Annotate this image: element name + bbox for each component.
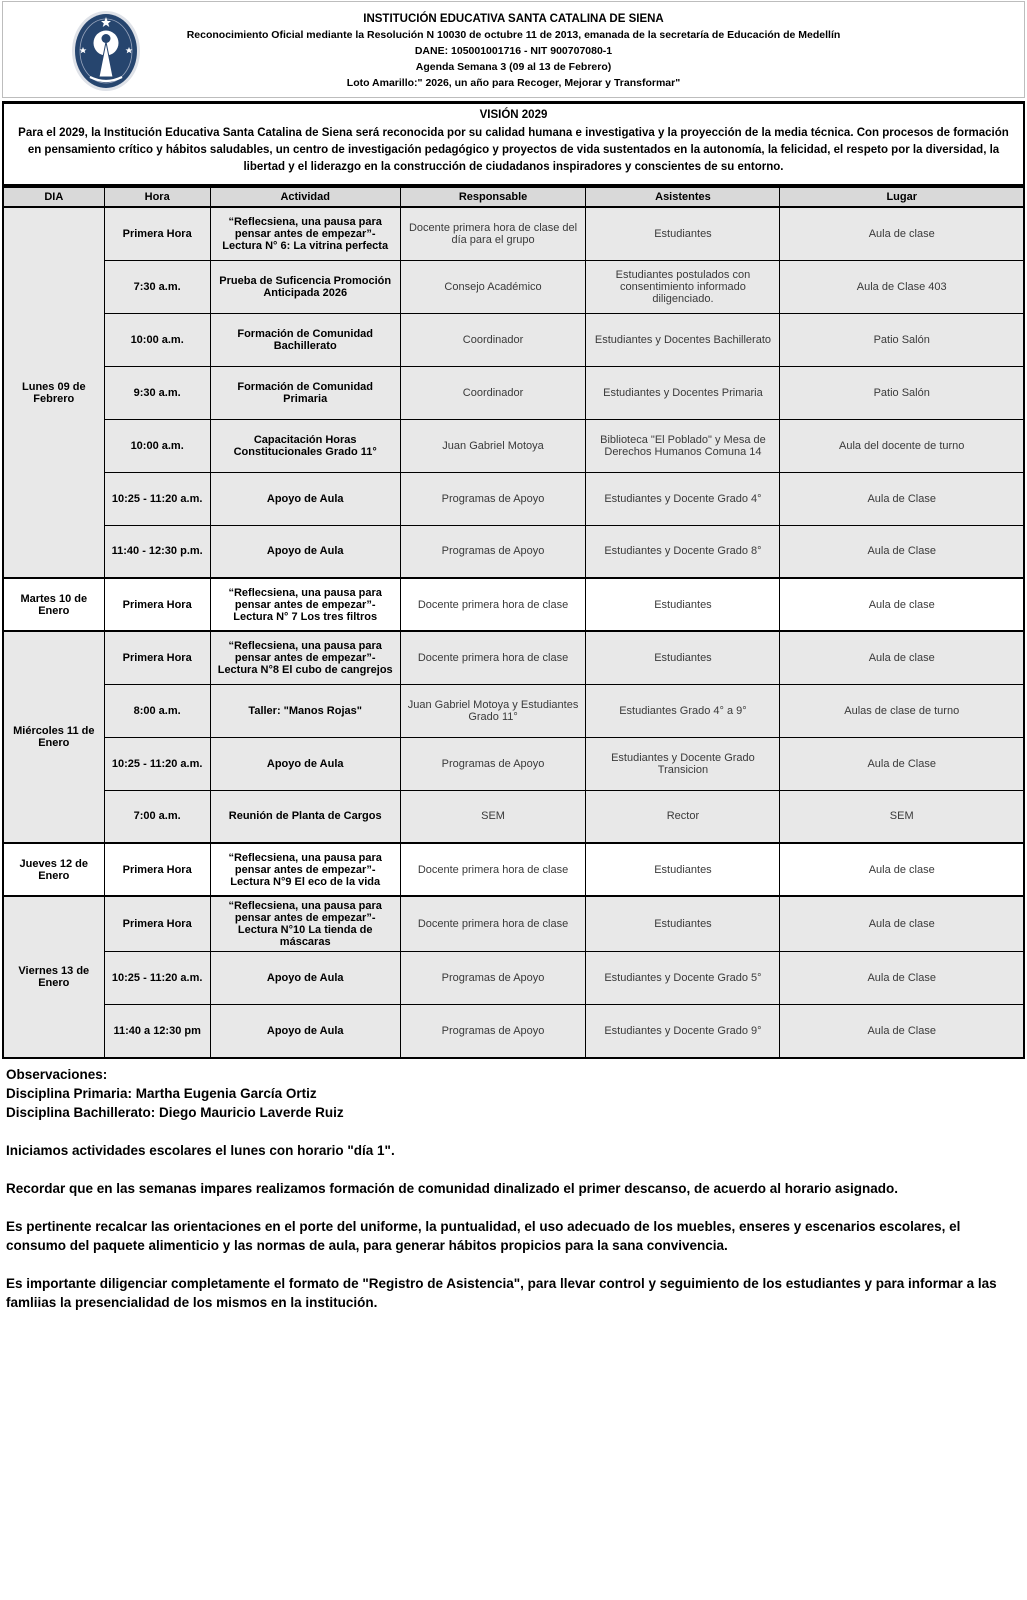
schedule-row: [3, 952, 1024, 1005]
schedule-table: [2, 186, 1025, 1059]
actividad-cell: “Reflecsiena, una pausa para pensar antes de empezar”- Lectura N°10 La tienda de máscaras: [210, 896, 400, 952]
actividad-cell: “Reflecsiena, una pausa para pensar antes de empezar”- Lectura N° 7 Los tres filtros: [210, 578, 400, 631]
asistentes-cell: Estudiantes y Docente Grado 4°: [586, 472, 780, 525]
lugar-cell: SEM: [780, 790, 1024, 843]
responsable-cell: Docente primera hora de clase: [400, 578, 586, 631]
actividad-cell: Apoyo de Aula: [210, 472, 400, 525]
lugar-cell: Aula de Clase: [780, 952, 1024, 1005]
schedule-row: [3, 525, 1024, 578]
vision-box: [2, 101, 1025, 186]
asistentes-cell: Estudiantes: [586, 578, 780, 631]
column-header-row: [3, 187, 1024, 207]
schedule-row: [3, 366, 1024, 419]
column-header-actividad: Actividad: [210, 187, 400, 207]
observations-paragraphs: [6, 1141, 1021, 1312]
asistentes-cell: Estudiantes y Docente Grado 5°: [586, 952, 780, 1005]
lugar-cell: Aula de clase: [780, 896, 1024, 952]
actividad-cell: “Reflecsiena, una pausa para pensar antes de empezar”- Lectura N°8 El cubo de cangrejos: [210, 631, 400, 684]
hora-cell: 8:00 a.m.: [104, 684, 210, 737]
hora-cell: Primera Hora: [104, 578, 210, 631]
asistentes-cell: Rector: [586, 790, 780, 843]
hora-cell: 10:25 - 11:20 a.m.: [104, 737, 210, 790]
asistentes-cell: Estudiantes y Docentes Primaria: [586, 366, 780, 419]
observations-title: Observaciones:: [6, 1066, 108, 1082]
responsable-cell: Docente primera hora de clase: [400, 843, 586, 896]
observations: [2, 1059, 1025, 1312]
day-cell: Jueves 12 de Enero: [3, 843, 104, 896]
lugar-cell: Aula de Clase: [780, 472, 1024, 525]
actividad-cell: Apoyo de Aula: [210, 952, 400, 1005]
day-cell: Viernes 13 de Enero: [3, 896, 104, 1058]
discipline-primary: Disciplina Primaria: Martha Eugenia García Ortiz: [6, 1085, 317, 1101]
column-header-dia: DIA: [3, 187, 104, 207]
actividad-cell: Reunión de Planta de Cargos: [210, 790, 400, 843]
vision-title: VISIÓN 2029: [479, 109, 548, 121]
schedule-row: [3, 896, 1024, 952]
asistentes-cell: Estudiantes: [586, 207, 780, 260]
column-header-responsable: Responsable: [400, 187, 586, 207]
responsable-cell: Programas de Apoyo: [400, 472, 586, 525]
lugar-cell: Aula de Clase: [780, 1005, 1024, 1058]
schedule-row: [3, 578, 1024, 631]
schedule-body: [3, 207, 1024, 1058]
schedule-row: [3, 790, 1024, 843]
responsable-cell: Juan Gabriel Motoya y Estudiantes Grado 11°: [400, 684, 586, 737]
responsable-cell: Coordinador: [400, 313, 586, 366]
school-recognition: Reconocimiento Oficial mediante la Resolución N 10030 de octubre 11 de 2013, emanada de la secretaría de Educación de Medellín: [186, 29, 841, 41]
letterhead: [2, 1, 1025, 98]
schedule-row: [3, 1005, 1024, 1058]
observation-paragraph: Es importante diligenciar completamente el formato de "Registro de Asistencia", para llevar control y seguimiento de los estudiantes y para informar a las famliias la presencialidad de los mismos en la institución.: [6, 1275, 997, 1310]
actividad-cell: Apoyo de Aula: [210, 737, 400, 790]
hora-cell: 10:25 - 11:20 a.m.: [104, 472, 210, 525]
lugar-cell: Aulas de clase de turno: [780, 684, 1024, 737]
asistentes-cell: Estudiantes postulados con consentimiento informado diligenciado.: [586, 260, 780, 313]
schedule-row: [3, 313, 1024, 366]
hora-cell: 10:25 - 11:20 a.m.: [104, 952, 210, 1005]
lugar-cell: Aula de clase: [780, 207, 1024, 260]
asistentes-cell: Estudiantes y Docentes Bachillerato: [586, 313, 780, 366]
vision-text: Para el 2029, la Institución Educativa Santa Catalina de Siena será reconocida por su calidad humana e investigativa y la proyección de la media técnica. Con procesos de formación en pensamiento crítico y hábitos saludables, un centro de investigación pedagógico y proyectos de vida sustentados en la autonomía, la felicidad, el respeto por la diversidad, la libertad y el liderazgo en la construcción de ciudadanos inspiradores y conscientes de su entorno.: [18, 127, 1009, 173]
hora-cell: 11:40 a 12:30 pm: [104, 1005, 210, 1058]
school-seal-icon: [65, 9, 147, 93]
agenda-week: Agenda Semana 3 (09 al 13 de Febrero): [415, 61, 612, 73]
lugar-cell: Patio Salón: [780, 366, 1024, 419]
hora-cell: 10:00 a.m.: [104, 313, 210, 366]
schedule-row: [3, 737, 1024, 790]
responsable-cell: SEM: [400, 790, 586, 843]
actividad-cell: Apoyo de Aula: [210, 1005, 400, 1058]
school-logo: [65, 9, 147, 93]
actividad-cell: Formación de Comunidad Bachillerato: [210, 313, 400, 366]
responsable-cell: Consejo Académico: [400, 260, 586, 313]
lugar-cell: Aula de clase: [780, 578, 1024, 631]
hora-cell: 7:00 a.m.: [104, 790, 210, 843]
observation-paragraph: Iniciamos actividades escolares el lunes con horario "día 1".: [6, 1142, 395, 1158]
asistentes-cell: Estudiantes y Docente Grado Transicion: [586, 737, 780, 790]
hora-cell: Primera Hora: [104, 207, 210, 260]
hora-cell: 7:30 a.m.: [104, 260, 210, 313]
actividad-cell: Apoyo de Aula: [210, 525, 400, 578]
responsable-cell: Programas de Apoyo: [400, 952, 586, 1005]
responsable-cell: Coordinador: [400, 366, 586, 419]
actividad-cell: Formación de Comunidad Primaria: [210, 366, 400, 419]
hora-cell: Primera Hora: [104, 843, 210, 896]
lugar-cell: Aula de Clase: [780, 737, 1024, 790]
responsable-cell: Programas de Apoyo: [400, 1005, 586, 1058]
asistentes-cell: Estudiantes y Docente Grado 9°: [586, 1005, 780, 1058]
schedule-row: [3, 684, 1024, 737]
actividad-cell: “Reflecsiena, una pausa para pensar antes de empezar”- Lectura N° 6: La vitrina perfecta: [210, 207, 400, 260]
asistentes-cell: Estudiantes: [586, 843, 780, 896]
column-header-lugar: Lugar: [780, 187, 1024, 207]
schedule-row: [3, 843, 1024, 896]
responsable-cell: Docente primera hora de clase: [400, 631, 586, 684]
asistentes-cell: Estudiantes: [586, 631, 780, 684]
lugar-cell: Aula de Clase: [780, 525, 1024, 578]
observation-paragraph: Recordar que en las semanas impares realizamos formación de comunidad dinalizado el primer descanso, de acuerdo al horario asignado.: [6, 1180, 899, 1196]
asistentes-cell: Estudiantes Grado 4° a 9°: [586, 684, 780, 737]
actividad-cell: Taller: "Manos Rojas": [210, 684, 400, 737]
schedule-row: [3, 631, 1024, 684]
lugar-cell: Aula del docente de turno: [780, 419, 1024, 472]
discipline-secondary: Disciplina Bachillerato: Diego Mauricio Laverde Ruiz: [6, 1104, 344, 1120]
column-header-asistentes: Asistentes: [586, 187, 780, 207]
school-name: INSTITUCIÓN EDUCATIVA SANTA CATALINA DE SIENA: [363, 13, 664, 25]
responsable-cell: Juan Gabriel Motoya: [400, 419, 586, 472]
asistentes-cell: Estudiantes y Docente Grado 8°: [586, 525, 780, 578]
schedule-row: [3, 419, 1024, 472]
schedule-row: [3, 260, 1024, 313]
responsable-cell: Programas de Apoyo: [400, 737, 586, 790]
responsable-cell: Docente primera hora de clase: [400, 896, 586, 952]
hora-cell: 10:00 a.m.: [104, 419, 210, 472]
observation-paragraph: Es pertinente recalcar las orientaciones en el porte del uniforme, la puntualidad, el uso adecuado de los muebles, enseres y escenarios escolares, el consumo del paquete alimenticio y las normas de aula, para generar hábitos propicios para la sana convivencia.: [6, 1218, 961, 1253]
day-cell: Miércoles 11 de Enero: [3, 631, 104, 843]
hora-cell: 9:30 a.m.: [104, 366, 210, 419]
actividad-cell: Prueba de Suficencia Promoción Anticipada 2026: [210, 260, 400, 313]
schedule-row: [3, 207, 1024, 260]
responsable-cell: Docente primera hora de clase del día para el grupo: [400, 207, 586, 260]
lugar-cell: Aula de clase: [780, 631, 1024, 684]
lugar-cell: Aula de clase: [780, 843, 1024, 896]
hora-cell: Primera Hora: [104, 631, 210, 684]
day-cell: Lunes 09 de Febrero: [3, 207, 104, 578]
school-motto: Loto Amarillo:" 2026, un año para Recoger, Mejorar y Transformar": [346, 77, 681, 89]
lugar-cell: Aula de Clase 403: [780, 260, 1024, 313]
responsable-cell: Programas de Apoyo: [400, 525, 586, 578]
asistentes-cell: Estudiantes: [586, 896, 780, 952]
column-header-hora: Hora: [104, 187, 210, 207]
hora-cell: 11:40 - 12:30 p.m.: [104, 525, 210, 578]
hora-cell: Primera Hora: [104, 896, 210, 952]
schedule-row: [3, 472, 1024, 525]
day-cell: Martes 10 de Enero: [3, 578, 104, 631]
actividad-cell: “Reflecsiena, una pausa para pensar antes de empezar”- Lectura N°9 El eco de la vida: [210, 843, 400, 896]
actividad-cell: Capacitación Horas Constitucionales Grado 11°: [210, 419, 400, 472]
lugar-cell: Patio Salón: [780, 313, 1024, 366]
asistentes-cell: Biblioteca "El Poblado" y Mesa de Derechos Humanos Comuna 14: [586, 419, 780, 472]
school-dane-nit: DANE: 105001001716 - NIT 900707080-1: [414, 45, 613, 57]
